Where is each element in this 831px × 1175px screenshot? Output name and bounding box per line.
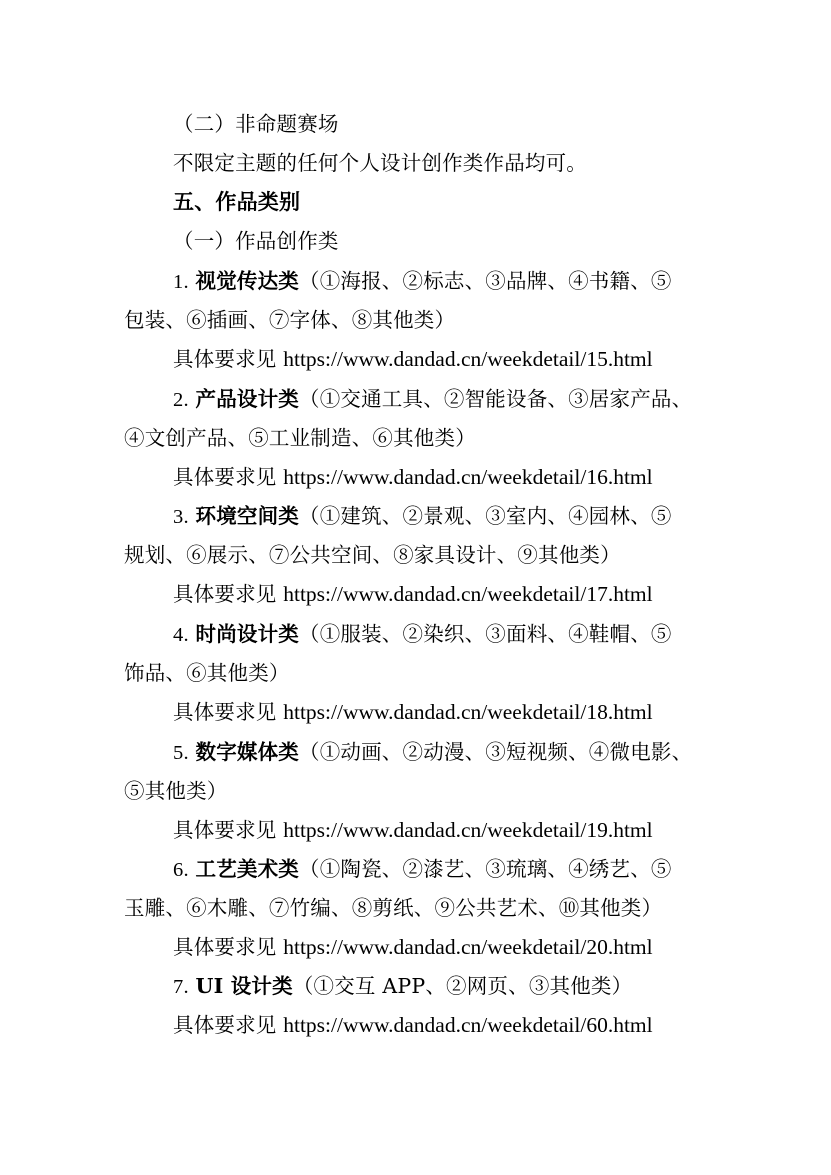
category-number: 4. [173, 624, 189, 646]
category-3-line2: 规划、⑥展示、⑦公共空间、⑧家具设计、⑨其他类） [124, 543, 621, 567]
category-5-line2: ⑤其他类） [124, 779, 228, 803]
category-title: UI 设计类 [195, 974, 293, 998]
category-4-line1 [173, 621, 672, 648]
category-5-requirements [173, 817, 653, 843]
category-2-requirements [173, 464, 653, 490]
category-items: （①陶瓷、②漆艺、③琉璃、④绣艺、⑤ [299, 857, 672, 881]
category-number: 3. [173, 506, 189, 528]
category-items: （①交互 APP、②网页、③其他类） [292, 974, 633, 998]
category-number: 2. [173, 389, 189, 411]
category-1-line2: 包装、⑥插画、⑦字体、⑧其他类） [124, 308, 456, 332]
category-title: 工艺美术类 [195, 857, 299, 881]
category-4-line2: 饰品、⑥其他类） [124, 661, 290, 685]
category-7-line1 [173, 973, 632, 1000]
subsection1-title: （一）作品创作类 [173, 229, 339, 253]
category-7-requirements [173, 1012, 653, 1038]
category-title: 产品设计类 [195, 387, 299, 411]
category-1-line1 [173, 268, 672, 295]
category-items: （①建筑、②景观、③室内、④园林、⑤ [299, 504, 672, 528]
requirements-prefix: 具体要求见 [173, 1013, 277, 1037]
category-items: （①服装、②染织、③面料、④鞋帽、⑤ [299, 622, 672, 646]
category-items: （①动画、②动漫、③短视频、④微电影、 [299, 740, 693, 764]
category-title: 视觉传达类 [195, 269, 299, 293]
category-title: 时尚设计类 [195, 622, 299, 646]
category-6-line2: 玉雕、⑥木雕、⑦竹编、⑧剪纸、⑨公共艺术、⑩其他类） [124, 896, 663, 920]
section2-body: 不限定主题的任何个人设计创作类作品均可。 [173, 151, 587, 175]
requirements-prefix: 具体要求见 [173, 465, 277, 489]
requirements-link[interactable]: https://www.dandad.cn/weekdetail/20.html [283, 935, 653, 959]
category-5-line1 [173, 739, 692, 766]
category-2-line1 [173, 386, 692, 413]
requirements-link[interactable]: https://www.dandad.cn/weekdetail/60.html [283, 1013, 653, 1037]
requirements-link[interactable]: https://www.dandad.cn/weekdetail/16.html [283, 465, 653, 489]
requirements-link[interactable]: https://www.dandad.cn/weekdetail/19.html [283, 818, 653, 842]
requirements-prefix: 具体要求见 [173, 582, 277, 606]
requirements-link[interactable]: https://www.dandad.cn/weekdetail/17.html [283, 582, 653, 606]
category-1-requirements [173, 346, 653, 372]
category-number: 5. [173, 742, 189, 764]
category-items: （①海报、②标志、③品牌、④书籍、⑤ [299, 269, 672, 293]
category-3-line1 [173, 503, 672, 530]
category-items: （①交通工具、②智能设备、③居家产品、 [299, 387, 693, 411]
category-number: 6. [173, 859, 189, 881]
requirements-link[interactable]: https://www.dandad.cn/weekdetail/15.html [283, 347, 653, 371]
category-3-requirements [173, 581, 653, 607]
requirements-prefix: 具体要求见 [173, 347, 277, 371]
category-2-line2: ④文创产品、⑤工业制造、⑥其他类） [124, 426, 476, 450]
category-4-requirements [173, 699, 653, 725]
section2-title: （二）非命题赛场 [173, 112, 339, 136]
requirements-prefix: 具体要求见 [173, 700, 277, 724]
category-6-line1 [173, 856, 672, 883]
requirements-link[interactable]: https://www.dandad.cn/weekdetail/18.html [283, 700, 653, 724]
category-number: 1. [173, 271, 189, 293]
requirements-prefix: 具体要求见 [173, 818, 277, 842]
requirements-prefix: 具体要求见 [173, 935, 277, 959]
category-title: 数字媒体类 [195, 740, 299, 764]
section5-title: 五、作品类别 [173, 190, 301, 214]
category-number: 7. [173, 976, 189, 998]
category-6-requirements [173, 934, 653, 960]
category-title: 环境空间类 [195, 504, 299, 528]
